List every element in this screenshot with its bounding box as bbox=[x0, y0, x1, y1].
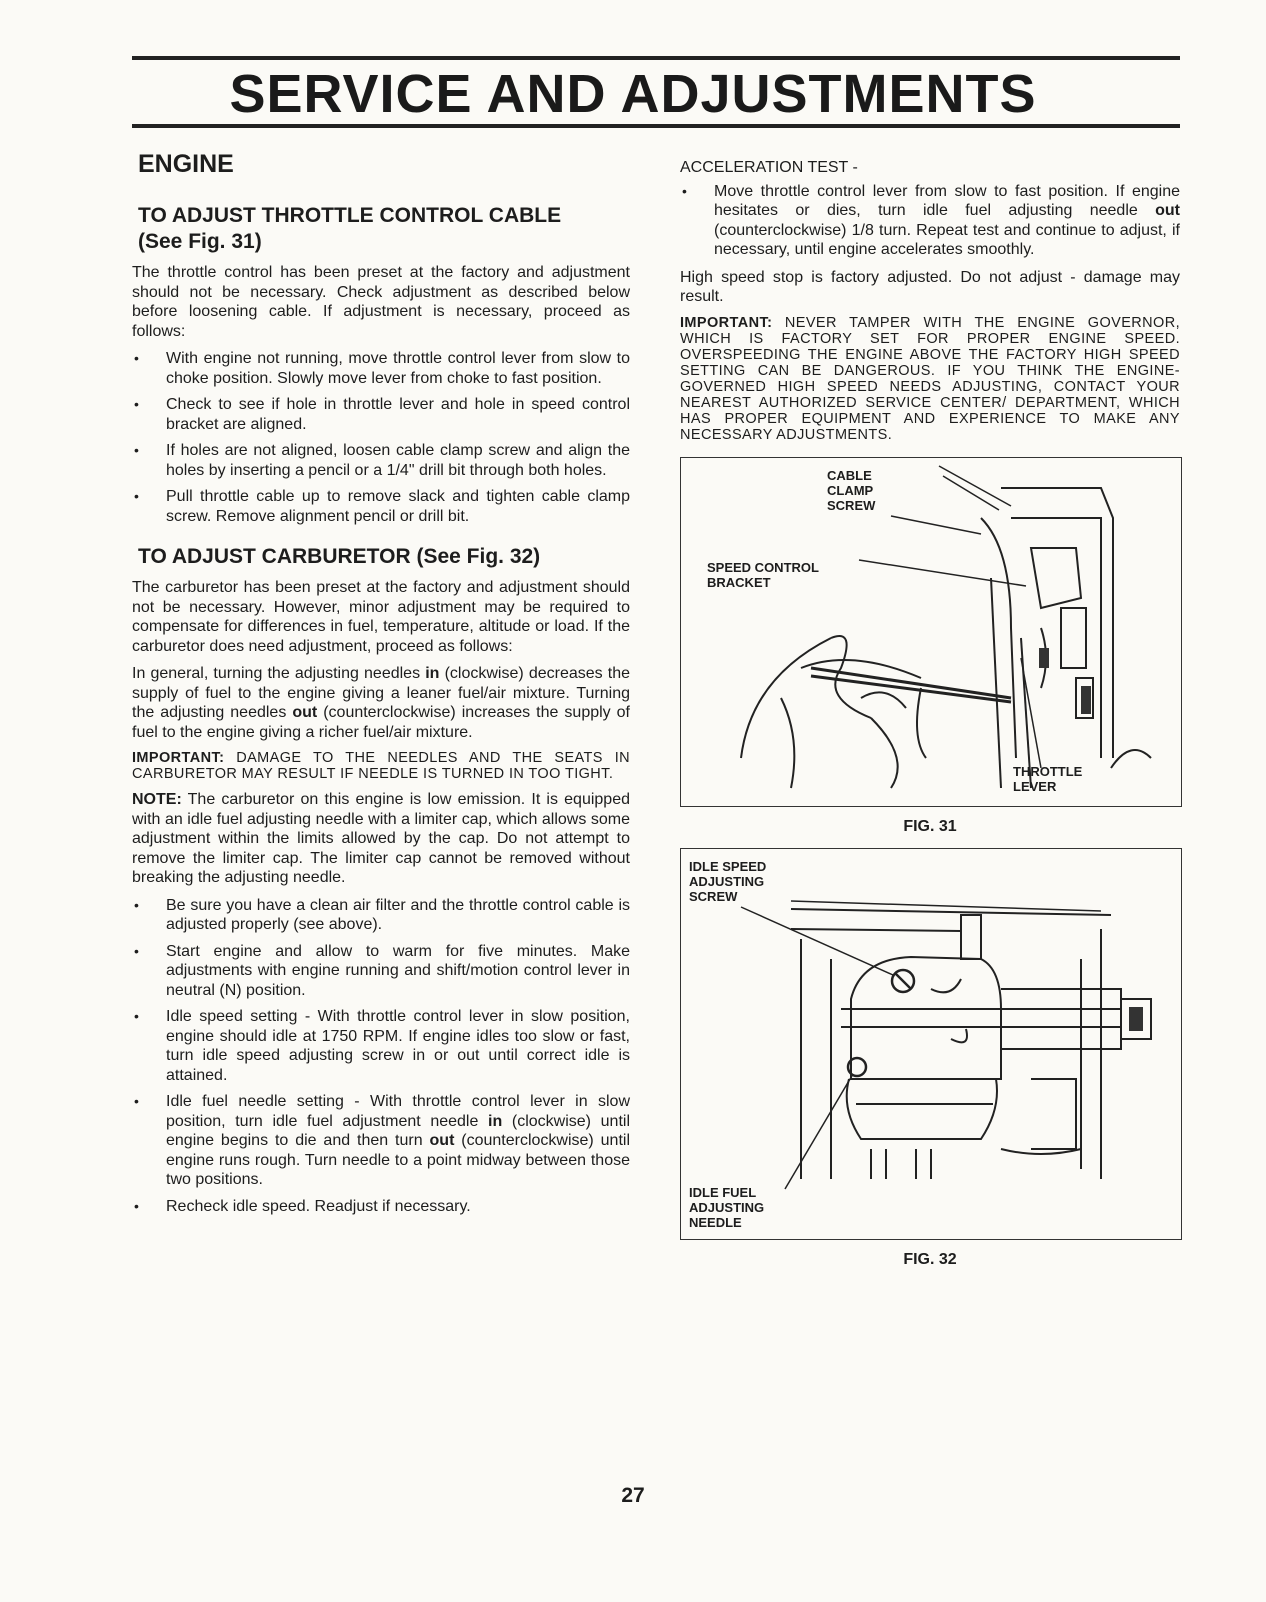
page-title: SERVICE AND ADJUSTMENTS bbox=[229, 64, 1037, 124]
callout-text: THROTTLE bbox=[1013, 763, 1083, 779]
right-column bbox=[680, 158, 1180, 1270]
section-heading-engine: ENGINE bbox=[138, 150, 234, 178]
step4-text-a: Idle fuel needle setting - With throttle control lever in slow position, turn idle fuel adjustment needle bbox=[166, 1093, 630, 1130]
callout-text: CABLE bbox=[827, 467, 872, 483]
throttle-heading-line1: TO ADJUST THROTTLE CONTROL CABLE bbox=[138, 204, 562, 227]
acceleration-steps bbox=[680, 182, 1180, 260]
callout-text: IDLE SPEED bbox=[689, 859, 767, 874]
carburetor-step bbox=[132, 1092, 630, 1190]
carburetor-general bbox=[132, 664, 630, 742]
accel-text-a: Move throttle control lever from slow to fast position. If engine hesitates or dies, turn idle fuel adjusting needle bbox=[714, 182, 1180, 219]
carburetor-step: • Start engine and allow to warm for five minutes. Make adjustments with engine running and shift/motion control lever in neutral (N) position. bbox=[132, 942, 630, 1001]
carburetor-step: • Recheck idle speed. Readjust if necessary. bbox=[132, 1197, 630, 1217]
callout-text: SCREW bbox=[689, 889, 738, 904]
step4-in: in bbox=[488, 1112, 503, 1130]
general-out: out bbox=[292, 704, 318, 721]
callout-speed-control-bracket bbox=[707, 560, 819, 590]
throttle-steps bbox=[132, 349, 630, 526]
callout-text: ADJUSTING bbox=[689, 874, 765, 889]
callout-text: NEEDLE bbox=[689, 1215, 742, 1230]
important-label: IMPORTANT: bbox=[132, 750, 225, 766]
accel-text-b: (counterclockwise) 1/8 turn. Repeat test and continue to adjust, if necessary, until engine accelerates smoothly. bbox=[714, 221, 1180, 258]
acceleration-step bbox=[680, 182, 1180, 260]
title-rule-bottom bbox=[132, 124, 1180, 128]
step4-out: out bbox=[429, 1132, 455, 1149]
figure-32 bbox=[680, 848, 1182, 1240]
carburetor-important bbox=[132, 750, 630, 782]
high-speed-note: High speed stop is factory adjusted. Do not adjust - damage may result. bbox=[680, 268, 1180, 305]
callout-text: CLAMP bbox=[827, 482, 874, 498]
callout-text: SCREW bbox=[827, 497, 876, 513]
throttle-cable-illustration bbox=[681, 458, 1181, 806]
general-text-a: In general, turning the adjusting needles bbox=[132, 665, 426, 682]
carburetor-note bbox=[132, 790, 630, 888]
accel-out: out bbox=[1155, 202, 1180, 219]
note-text: The carburetor on this engine is low emission. It is equipped with an idle fuel adjusting needle with a limiter cap, which allows some adjustment within the limits allowed by the cap. Do not attempt to remove the limiter cap. The limiter cap cannot be removed without breaking the adjusting needle. bbox=[132, 791, 630, 886]
figure-31-caption: FIG. 31 bbox=[903, 817, 957, 835]
important-text: DAMAGE TO THE NEEDLES AND THE SEATS IN CARBURETOR MAY RESULT IF NEEDLE IS TURNED IN TOO TIGHT. bbox=[132, 750, 630, 782]
figure-31 bbox=[680, 457, 1182, 807]
step4-text-c: (counterclockwise) until engine runs rough. Turn needle to a point midway between those two positions. bbox=[166, 1132, 630, 1188]
carburetor-illustration bbox=[681, 849, 1181, 1239]
callout-idle-speed-adjusting-screw bbox=[689, 859, 766, 904]
carburetor-intro: The carburetor has been preset at the factory and adjustment should not be necessary. However, minor adjustment may be required to compensate for differences in fuel, temperature, altitude or load. If the carburetor does need adjustment, proceed as follows: bbox=[132, 579, 630, 655]
throttle-heading-line2: (See Fig. 31) bbox=[138, 230, 262, 253]
callout-text: LEVER bbox=[1013, 778, 1057, 794]
figure-32-caption: FIG. 32 bbox=[903, 1251, 957, 1268]
note-label: NOTE: bbox=[132, 791, 182, 808]
left-column bbox=[132, 150, 630, 1224]
throttle-step: • If holes are not aligned, loosen cable clamp screw and align the holes by inserting a pencil or a 1/4" drill bit through both holes. bbox=[132, 441, 630, 480]
callout-text: ADJUSTING bbox=[689, 1200, 765, 1215]
callout-text: SPEED CONTROL bbox=[707, 559, 819, 575]
carburetor-step: • Idle speed setting - With throttle control lever in slow position, engine should idle at 1750 RPM. If engine idles too slow or fast, turn idle speed adjusting screw in or out until correct idle is attained. bbox=[132, 1007, 630, 1085]
carburetor-steps bbox=[132, 896, 630, 1217]
step4-text-b: (clockwise) until engine begins to die and then turn bbox=[166, 1112, 630, 1149]
throttle-heading bbox=[138, 203, 630, 255]
callout-text: IDLE FUEL bbox=[689, 1185, 757, 1200]
callout-cable-clamp-screw bbox=[827, 468, 875, 513]
page-number: 27 bbox=[621, 1484, 645, 1507]
callout-throttle-lever bbox=[1013, 764, 1082, 794]
throttle-step: • Pull throttle cable up to remove slack and tighten cable clamp screw. Remove alignment pencil or drill bit. bbox=[132, 487, 630, 526]
general-text-c: (counterclockwise) increases the supply of fuel to the engine giving a richer fuel/air mixture. bbox=[132, 704, 631, 741]
important-label: IMPORTANT: bbox=[680, 314, 773, 331]
acceleration-test-heading: ACCELERATION TEST - bbox=[680, 159, 858, 176]
general-in: in bbox=[425, 665, 440, 682]
title-rule-top bbox=[132, 56, 1180, 60]
important-text: NEVER TAMPER WITH THE ENGINE GOVERNOR, WHICH IS FACTORY SET FOR PROPER ENGINE SPEED. OVERSPEEDING THE ENGINE ABOVE THE FACTORY HIGH SPEED SETTING CAN BE DANGEROUS. IF YOU THINK THE ENGINE-GOVERNED HIGH SPEED NEEDS ADJUSTING, CONTACT YOUR NEAREST AUTHORIZED SERVICE CENTER/ DEPARTMENT, WHICH HAS PROPER EQUIPMENT AND EXPERIENCE TO MAKE ANY NECESSARY ADJUSTMENTS. bbox=[680, 314, 1180, 443]
carburetor-step: • Be sure you have a clean air filter and the throttle control cable is adjusted properly (see above). bbox=[132, 896, 630, 935]
general-text-b: (clockwise) decreases the supply of fuel to the engine giving a leaner fuel/air mixture. Turning the adjusting needles bbox=[132, 665, 631, 721]
callout-idle-fuel-adjusting-needle bbox=[689, 1185, 764, 1230]
carburetor-heading: TO ADJUST CARBURETOR (See Fig. 32) bbox=[138, 545, 541, 568]
throttle-step: • With engine not running, move throttle control lever from slow to choke position. Slowly move lever from choke to fast position. bbox=[132, 349, 630, 388]
governor-important bbox=[680, 315, 1180, 443]
callout-text: BRACKET bbox=[707, 574, 771, 590]
throttle-intro: The throttle control has been preset at the factory and adjustment should not be necessary. Check adjustment as described below before loosening cable. If adjustment is necessary, proceed as follows: bbox=[132, 264, 630, 340]
throttle-step: • Check to see if hole in throttle lever and hole in speed control bracket are aligned. bbox=[132, 395, 630, 434]
